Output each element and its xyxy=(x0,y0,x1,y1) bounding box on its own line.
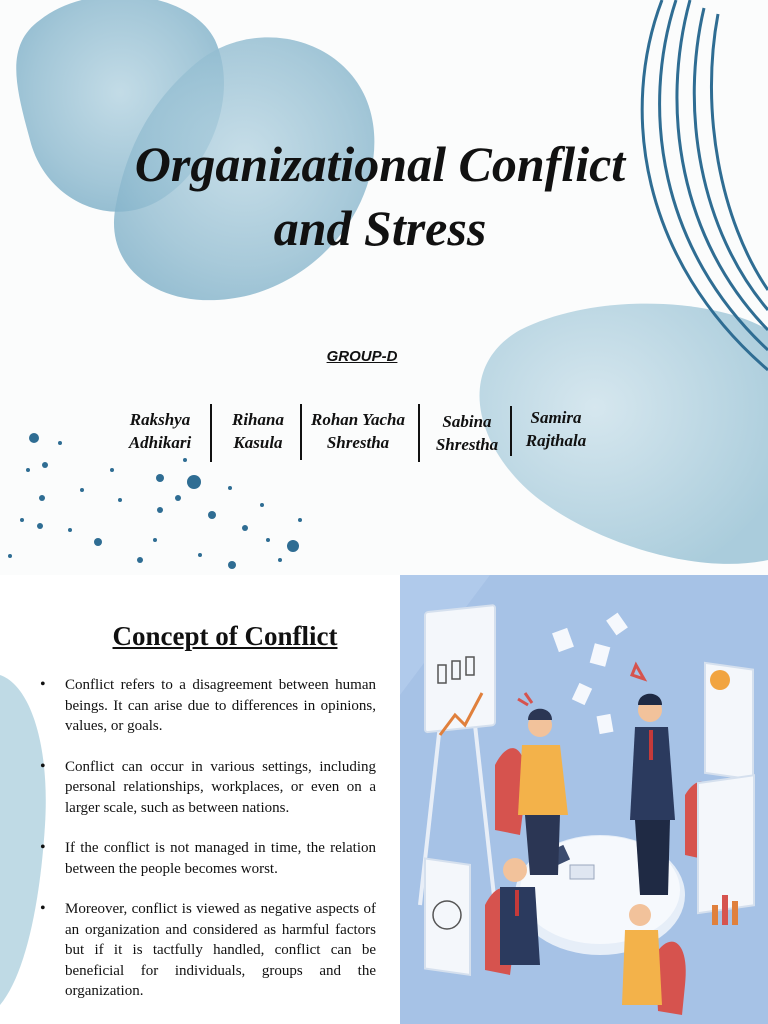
concept-slide xyxy=(0,575,768,1024)
bullet-item: • Moreover, conflict is viewed as negative aspects of an organization and considered as harmful factors but if it is tactfully handled, conflict can be beneficial for individuals, groups and the organization. xyxy=(40,899,376,1002)
member-first-name: Rakshya xyxy=(129,410,191,429)
title-line-2: and Stress xyxy=(273,200,487,256)
member-first-name: Rihana xyxy=(232,410,284,429)
bullet-item: • Conflict refers to a disagreement between human beings. It can arise due to differences in opinions, values, or goals. xyxy=(40,675,376,737)
bullet-list xyxy=(40,675,376,1022)
member-last-name: Kasula xyxy=(233,433,283,452)
member-3 xyxy=(302,408,414,454)
member-divider xyxy=(510,406,512,456)
member-1 xyxy=(120,408,200,454)
member-divider xyxy=(210,404,212,462)
member-4 xyxy=(428,410,506,456)
bullet-item: • Conflict can occur in various settings, including personal relationships, workplaces, or even on a larger scale, such as between nations. xyxy=(40,757,376,819)
conflict-illustration xyxy=(400,575,768,1024)
member-first-name: Samira xyxy=(530,408,582,427)
flying-papers xyxy=(552,613,628,734)
member-first-name: Sabina xyxy=(442,412,492,431)
office-conflict-image xyxy=(400,575,768,1024)
member-last-name: Adhikari xyxy=(128,433,192,452)
member-last-name: Rajthala xyxy=(525,431,587,450)
bullet-item: • If the conflict is not managed in time, the relation between the people becomes worst. xyxy=(40,838,376,879)
title-line-1: Organizational Conflict xyxy=(134,136,626,192)
member-last-name: Shrestha xyxy=(326,433,390,452)
member-2 xyxy=(218,408,298,454)
member-5 xyxy=(516,406,596,452)
member-last-name: Shrestha xyxy=(435,435,499,454)
member-first-name: Rohan Yacha xyxy=(310,410,405,429)
presentation-title xyxy=(60,132,700,260)
member-divider xyxy=(418,404,420,462)
group-label: GROUP-D xyxy=(326,348,398,365)
slide-heading: Concept of Conflict xyxy=(112,621,338,651)
